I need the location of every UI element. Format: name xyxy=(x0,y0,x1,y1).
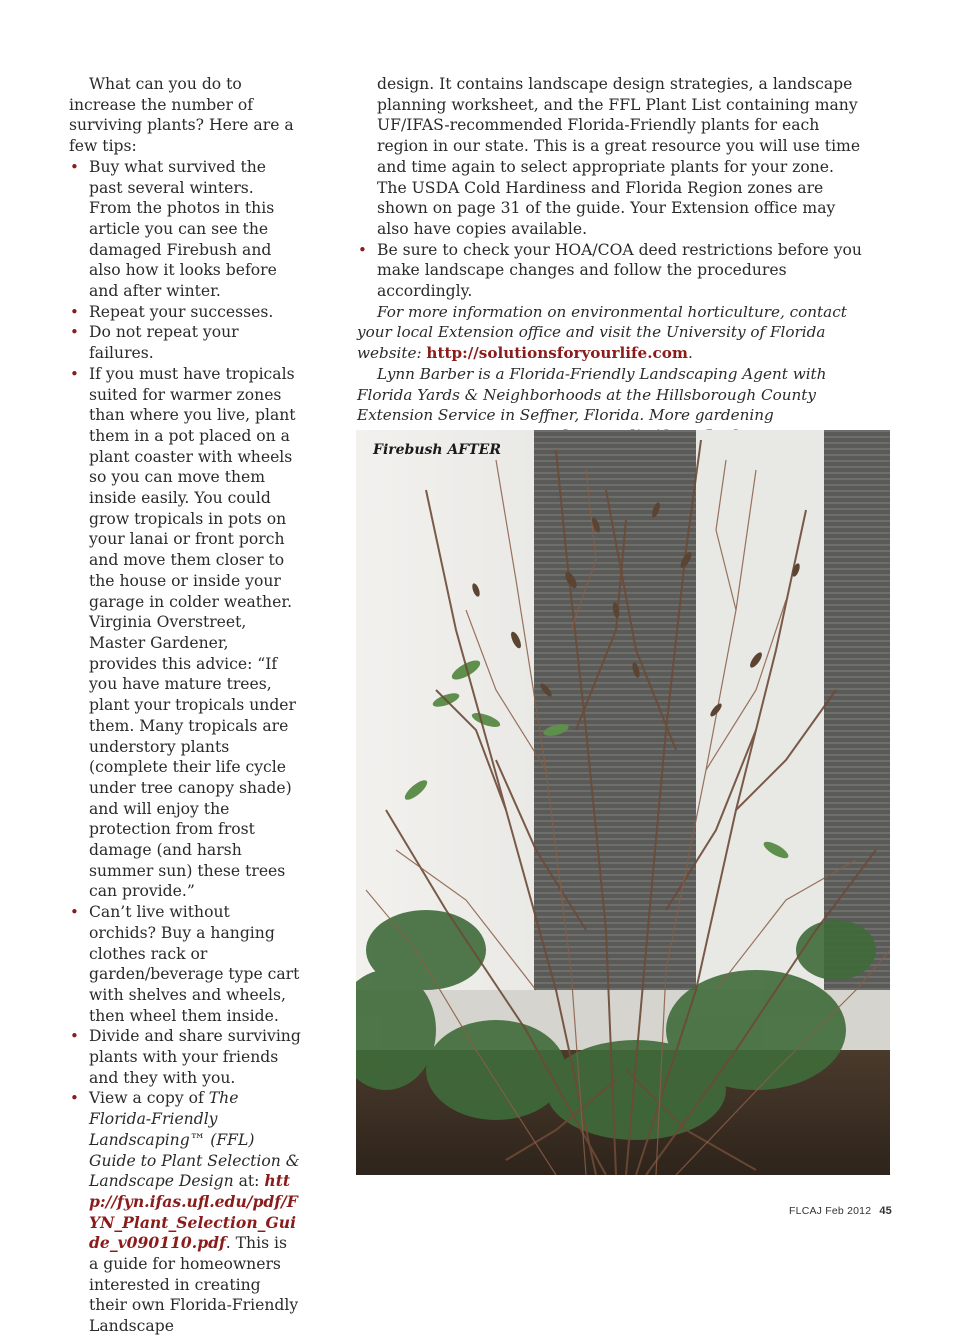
list-item: • Divide and share surviving plants with your friends and they with you. xyxy=(69,1026,301,1088)
guide-mid: at: xyxy=(233,1172,265,1191)
list-item: • Can’t live without orchids? Buy a hanging clothes rack or garden/beverage type cart with shelves and wheels, then wheel them inside. xyxy=(69,902,301,1026)
list-item: • Be sure to check your HOA/COA deed restrictions before you make landscape changes and follow the procedures accordingly. xyxy=(357,240,863,302)
solutions-link[interactable]: http://solutionsforyourlife.com xyxy=(426,344,688,363)
tips-list xyxy=(69,157,301,1337)
author-bio: Lynn Barber is a Florida-Friendly Landscaping Agent with Florida Yards & Neighborhoods at the Hillsborough County Extension Service in Seffner, Florida. More gardening xyxy=(357,364,863,447)
list-item: • Do not repeat your failures. xyxy=(69,322,301,363)
list-item: • Buy what survived the past several winters. From the photos in this article you can see the damaged Firebush and also how it looks before and after winter. xyxy=(69,157,301,302)
issue-date: Feb 2012 xyxy=(825,1205,872,1217)
continuation-paragraph: design. It contains landscape design strategies, a landscape planning worksheet, and the FFL Plant List containing many UF/IFAS-recommended Florida-Friendly plants for each region in our state. This is a great resource you will use time and time again to select appropriate plants for your zone. The USDA Cold Hardiness and Florida Region zones are shown on page 31 of the guide. Your Extension office may also have copies available. xyxy=(377,75,861,238)
page-number: 45 xyxy=(879,1205,892,1217)
deed-list xyxy=(357,240,863,302)
guide-tail: . This is a guide for homeowners interested in creating their own Florida-Friendly Landscape xyxy=(89,1234,299,1336)
left-column xyxy=(69,74,301,1337)
shutter-left xyxy=(534,430,696,990)
list-item: • Repeat your successes. xyxy=(69,302,301,323)
photo-caption: Firebush AFTER xyxy=(373,442,501,458)
more-info-note: For more information on environmental horticulture, contact your local Extension office and visit the University of Florida website: http://solutionsforyourlife.com. xyxy=(357,302,847,363)
firebush-illustration xyxy=(356,430,890,1175)
publication-name: FLCAJ xyxy=(789,1205,823,1217)
intro-paragraph: What can you do to increase the number of surviving plants? Here are a few tips: xyxy=(69,75,294,156)
right-column xyxy=(357,74,863,447)
list-item-guide xyxy=(69,1088,301,1336)
list-item: • If you must have tropicals suited for warmer zones than where you live, plant them in a pot placed on a plant coaster with wheels so you can move them inside easily. You could grow tropicals in pots on your lanai or front porch and move them closer to the house or inside your garage in colder weather. Virginia Overstreet, Master Gardener, provides this advice: “If you have mature trees, plant your tropicals under them. Many tropicals are understory plants (complete their life cycle under tree canopy shade) and will enjoy the protection from frost damage (and harsh summer sun) these trees can provide.” xyxy=(69,364,301,902)
firebush-photo xyxy=(356,430,890,1175)
page-footer xyxy=(789,1205,892,1217)
guide-lead: View a copy of xyxy=(89,1089,209,1108)
guide-title: The Florida-Friendly Landscaping™ (FFL) Guide to Plant Selection & Landscape Design xyxy=(89,1089,300,1191)
guide-pdf-link[interactable]: http://fyn.ifas.ufl.edu/pdf/FYN_Plant_Selection_Guide_v090110.pdf xyxy=(89,1171,298,1253)
